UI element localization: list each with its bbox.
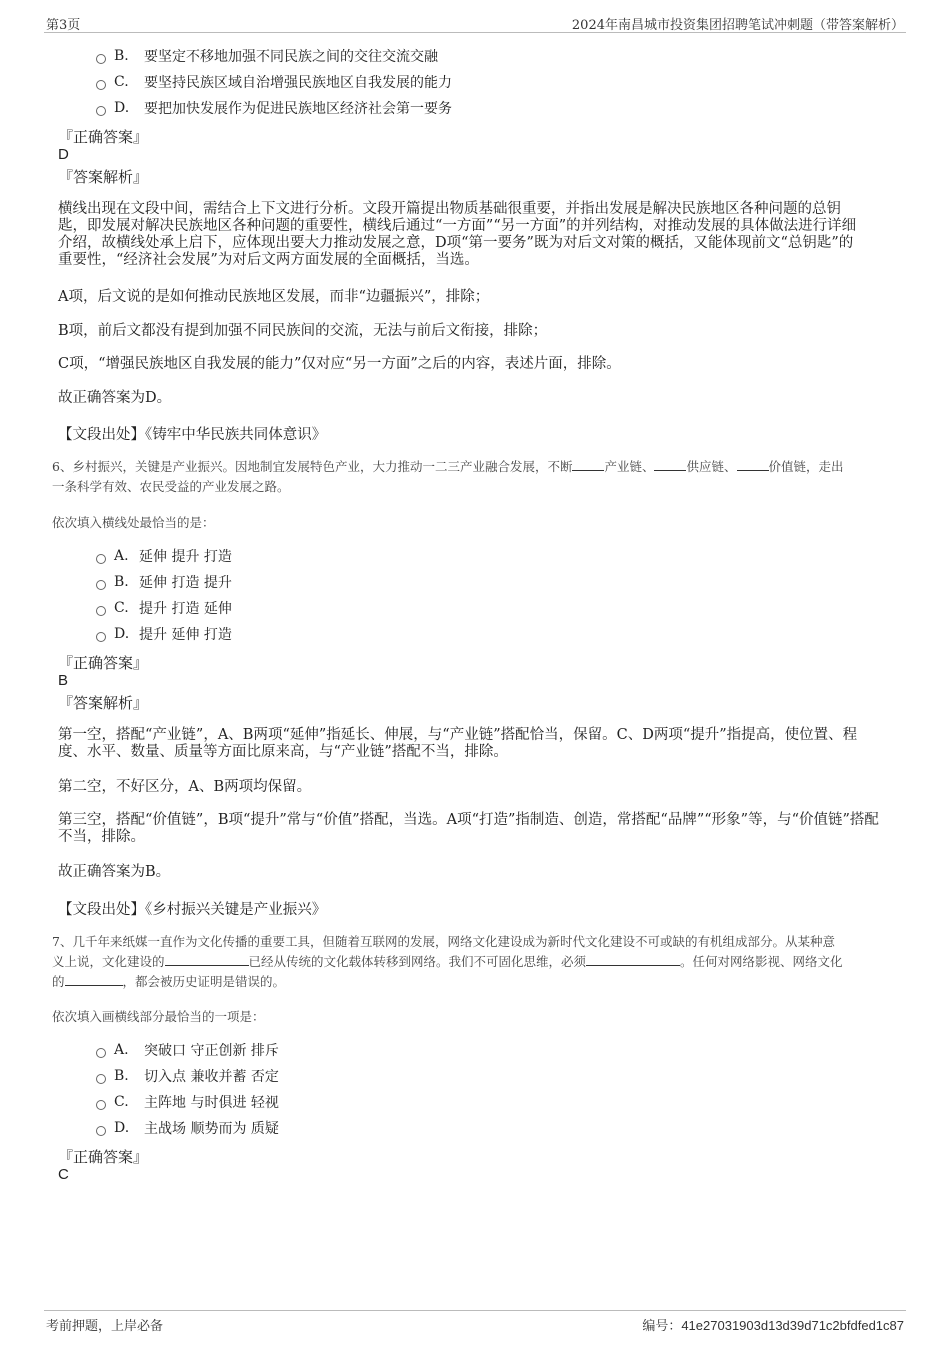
page-footer <box>44 1310 906 1333</box>
q7-answer: C <box>58 1166 69 1183</box>
q5-analysis-paragraph: C项，“增强民族地区自我发展的能力”仅对应“另一方面”之后的内容，表述片面，排除。 <box>58 356 621 372</box>
radio-icon[interactable] <box>96 580 106 590</box>
radio-icon[interactable] <box>96 1100 106 1110</box>
q7-option-c[interactable]: C. 主阵地 与时俱进 轻视 <box>96 1092 279 1112</box>
radio-icon[interactable] <box>96 632 106 642</box>
q6-option-b[interactable]: B. 延伸 打造 提升 <box>96 572 232 592</box>
q5-analysis-label: 『答案解析』 <box>58 168 149 186</box>
radio-icon[interactable] <box>96 1074 106 1084</box>
blank-line <box>65 973 123 986</box>
blank-line <box>586 953 680 966</box>
q7-option-a[interactable]: A. 突破口 守正创新 排斥 <box>96 1040 279 1060</box>
document-title: 2024年南昌城市投资集团招聘笔试冲刺题（带答案解析） <box>571 18 904 33</box>
q7-option-b[interactable]: B. 切入点 兼收并蓄 否定 <box>96 1066 279 1086</box>
radio-icon[interactable] <box>96 80 106 90</box>
page-header <box>44 12 906 33</box>
q6-stem: 6、乡村振兴，关键是产业振兴。因地制宜发展特色产业，大力推动一二三产业融合发展，不断 产业链、 供应链、 价值链，走出 一条科学有效、农民受益的产业发展之路。 <box>52 459 844 494</box>
q6-analysis-paragraph: 第二空，不好区分，A、B两项均保留。 <box>58 779 312 795</box>
footer-slogan: 考前押题，上岸必备 <box>46 1319 164 1334</box>
q5-option-d[interactable]: D. 要把加快发展作为促进民族地区经济社会第一要务 <box>96 98 452 118</box>
q6-option-d[interactable]: D. 提升 延伸 打造 <box>96 624 232 644</box>
q5-analysis-paragraph: B项，前后文都没有提到加强不同民族间的交流，无法与前后文衔接，排除； <box>58 323 548 339</box>
q6-analysis-paragraph: 故正确答案为B。 <box>58 864 171 880</box>
q6-analysis-label: 『答案解析』 <box>58 694 149 712</box>
q6-analysis-paragraph: 第三空，搭配“价值链”，B项“提升”常与“价值”搭配，当选。A项“打造”指制造、创造，常搭配“品牌”“形象”等，与“价值链”搭配 不当，排除。 <box>58 812 879 845</box>
radio-icon[interactable] <box>96 1126 106 1136</box>
page-number: 第3页 <box>46 18 81 33</box>
q5-analysis-paragraph: 故正确答案为D。 <box>58 390 172 406</box>
radio-icon[interactable] <box>96 106 106 116</box>
radio-icon[interactable] <box>96 54 106 64</box>
blank-line <box>572 458 604 471</box>
blank-line <box>165 953 249 966</box>
q7-option-d[interactable]: D. 主战场 顺势而为 质疑 <box>96 1118 279 1138</box>
q6-option-a[interactable]: A. 延伸 提升 打造 <box>96 546 232 566</box>
q6-option-c[interactable]: C. 提升 打造 延伸 <box>96 598 232 618</box>
q6-analysis-paragraph: 第一空，搭配“产业链”，A、B两项“延伸”指延长、伸展，与“产业链”搭配恰当，保留。C、D两项“提升”指提高，使位置、程 度、水平、数量、质量等方面比原来高，与“产业链”搭配不当，排除。 <box>58 727 858 760</box>
q6-instruction: 依次填入横线处最恰当的是： <box>52 515 215 530</box>
blank-line <box>737 458 769 471</box>
q7-instruction: 依次填入画横线部分最恰当的一项是： <box>52 1009 265 1024</box>
q5-analysis-paragraph: 横线出现在文段中间，需结合上下文进行分析。文段开篇提出物质基础很重要，并指出发展是解决民族地区各种问题的总钥 匙，即发展对解决民族地区各种问题的重要性，横线后通过“一方面”“另一方面”的并列结构，对推动发展的具体做法进行详细 介绍，故横线处承上启下，应体现出要大力推动发展之意，D项“第一要务”既为对后文对策的概括，又能体现前文“总钥匙”的 重要性，“经济社会发展”为对后文两方面发展的全面概括，当选。 <box>58 201 857 268</box>
q5-source: 【文段出处】《铸牢中华民族共同体意识》 <box>58 427 327 443</box>
q5-option-c[interactable]: C. 要坚持民族区域自治增强民族地区自我发展的能力 <box>96 72 452 92</box>
radio-icon[interactable] <box>96 606 106 616</box>
q5-option-b[interactable]: B. 要坚定不移地加强不同民族之间的交往交流交融 <box>96 46 438 66</box>
q6-answer: B <box>58 672 69 689</box>
q7-answer-label: 『正确答案』 <box>58 1148 149 1166</box>
q7-stem: 7、几千年来纸媒一直作为文化传播的重要工具，但随着互联网的发展，网络文化建设成为新时代文化建设不可或缺的有机组成部分。从某种意 义上说，文化建设的 已经从传统的文化载体转移到网络。我们不可固化思维，必须 。任何对网络影视、网络文化 的 ，都会被历史证明是错误的。 <box>52 934 843 989</box>
radio-icon[interactable] <box>96 1048 106 1058</box>
q6-answer-label: 『正确答案』 <box>58 654 149 672</box>
document-id: 编号：41e27031903d13d39d71c2bfdfed1c87 <box>642 1318 904 1334</box>
blank-line <box>654 458 686 471</box>
q5-analysis-paragraph: A项，后文说的是如何推动民族地区发展，而非“边疆振兴”，排除； <box>58 289 490 305</box>
q6-source: 【文段出处】《乡村振兴关键是产业振兴》 <box>58 902 327 918</box>
q5-answer: D <box>58 146 69 163</box>
q5-answer-label: 『正确答案』 <box>58 128 149 146</box>
radio-icon[interactable] <box>96 554 106 564</box>
